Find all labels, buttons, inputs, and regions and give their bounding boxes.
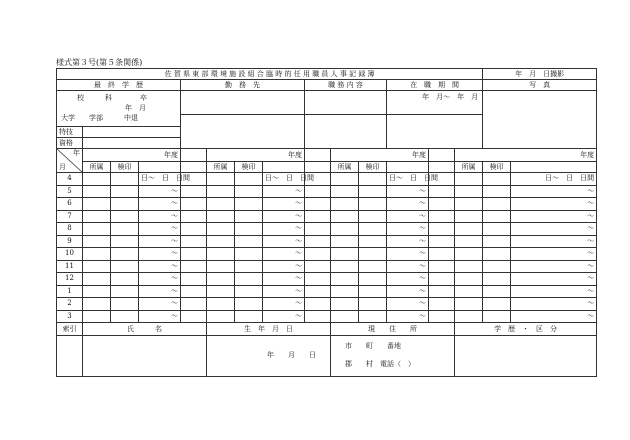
period-cell: 日～ 日 日間	[387, 173, 429, 186]
job-content-cell-1[interactable]	[305, 91, 387, 115]
department-cell[interactable]	[83, 185, 111, 198]
department-cell[interactable]	[331, 235, 359, 248]
spacer-cell	[305, 298, 331, 311]
seal-cell[interactable]	[111, 273, 139, 286]
department-cell[interactable]	[207, 248, 235, 261]
seal-cell[interactable]	[483, 210, 511, 223]
qualifications-label: 資格	[57, 138, 83, 149]
fiscal-year-2: 年度	[207, 149, 305, 162]
period-cell: ～	[511, 273, 597, 286]
skills-value[interactable]	[83, 127, 181, 138]
skills-label: 特技	[57, 127, 83, 138]
education-line-3: 大学 学部 中退	[61, 114, 138, 123]
period-cell: ～	[511, 310, 597, 323]
department-cell[interactable]	[455, 310, 483, 323]
department-cell[interactable]	[83, 210, 111, 223]
department-cell[interactable]	[83, 298, 111, 311]
period-cell: ～	[511, 210, 597, 223]
seal-cell[interactable]	[483, 185, 511, 198]
department-cell[interactable]	[455, 298, 483, 311]
period-cell: ～	[511, 223, 597, 236]
education-line-2: 年 月	[125, 103, 146, 112]
month-row	[57, 298, 597, 311]
department-cell[interactable]	[331, 298, 359, 311]
monthly-rows	[57, 173, 597, 323]
period-cell: ～	[387, 298, 429, 311]
department-cell[interactable]	[207, 173, 235, 186]
photo-area	[483, 91, 597, 149]
spacer-cell	[429, 273, 455, 286]
fiscal-year-4: 年度	[455, 149, 597, 162]
period-cell: ～	[139, 198, 181, 211]
workplace-header: 勤 務 先	[181, 80, 305, 91]
seal-cell[interactable]	[483, 248, 511, 261]
period-cell: ～	[511, 198, 597, 211]
seal-cell[interactable]	[359, 173, 387, 186]
period-cell: ～	[263, 273, 305, 286]
department-cell[interactable]	[331, 198, 359, 211]
department-cell[interactable]	[83, 285, 111, 298]
month-number: 10	[57, 248, 83, 261]
department-cell[interactable]	[83, 235, 111, 248]
department-cell[interactable]	[207, 285, 235, 298]
department-cell[interactable]	[455, 248, 483, 261]
period-cell: ～	[387, 235, 429, 248]
period-cell: ～	[263, 310, 305, 323]
period-cell: ～	[511, 260, 597, 273]
education-line-1: 校 科 卒	[77, 93, 147, 102]
address-label: 現 住 所	[331, 323, 455, 336]
corner-month-label: 月	[59, 163, 66, 171]
index-label: 索引	[57, 323, 83, 336]
department-cell[interactable]	[83, 248, 111, 261]
spacer-cell	[429, 285, 455, 298]
name-label: 氏 名	[83, 323, 207, 336]
seal-cell[interactable]	[359, 210, 387, 223]
seal-cell[interactable]	[235, 260, 263, 273]
period-cell: ～	[263, 235, 305, 248]
period-cell: ～	[139, 248, 181, 261]
seal-header-3: 検印	[359, 162, 387, 173]
spacer-cell	[429, 248, 455, 261]
spacer-cell	[429, 235, 455, 248]
period-cell: ～	[387, 198, 429, 211]
form-title: 様式第３号(第５条関係)	[56, 58, 143, 67]
seal-cell[interactable]	[111, 248, 139, 261]
month-number: 9	[57, 235, 83, 248]
spacer-cell	[181, 310, 207, 323]
seal-cell[interactable]	[359, 298, 387, 311]
period-cell: ～	[139, 210, 181, 223]
month-number: 6	[57, 198, 83, 211]
seal-cell[interactable]	[235, 273, 263, 286]
tenure-range: 年 月～ 年 月	[387, 91, 483, 115]
seal-cell[interactable]	[235, 248, 263, 261]
department-cell[interactable]	[331, 210, 359, 223]
register-title: 佐 賀 県 東 部 環 境 施 設 組 合 臨 時 的 任 用 職 員 人 事 記 録 簿	[57, 69, 483, 80]
seal-cell[interactable]	[111, 223, 139, 236]
seal-cell[interactable]	[359, 235, 387, 248]
spacer-cell	[181, 285, 207, 298]
period-cell: 日～ 日 日間	[511, 173, 597, 186]
department-cell[interactable]	[331, 248, 359, 261]
department-cell[interactable]	[331, 185, 359, 198]
spacer-cell	[181, 248, 207, 261]
spacer-cell	[181, 235, 207, 248]
period-cell: ～	[263, 285, 305, 298]
department-header-2: 所属	[207, 162, 235, 173]
seal-cell[interactable]	[235, 210, 263, 223]
period-cell: ～	[139, 235, 181, 248]
spacer-cell	[305, 248, 331, 261]
period-cell: ～	[511, 185, 597, 198]
month-number: 3	[57, 310, 83, 323]
department-header-3: 所属	[331, 162, 359, 173]
period-cell: ～	[263, 198, 305, 211]
department-cell[interactable]	[455, 198, 483, 211]
seal-cell[interactable]	[483, 198, 511, 211]
spacer-cell	[305, 273, 331, 286]
fiscal-year-3: 年度	[331, 149, 429, 162]
job-content-cell-2[interactable]	[305, 115, 387, 149]
spacer-cell	[429, 223, 455, 236]
seal-cell[interactable]	[235, 235, 263, 248]
spacer-cell	[181, 223, 207, 236]
job-content-header: 職 務 内 容	[305, 80, 387, 91]
period-cell: ～	[511, 235, 597, 248]
seal-cell[interactable]	[235, 285, 263, 298]
seal-cell[interactable]	[111, 173, 139, 186]
seal-cell[interactable]	[359, 185, 387, 198]
seal-cell[interactable]	[483, 223, 511, 236]
department-cell[interactable]	[455, 210, 483, 223]
name-value[interactable]	[83, 335, 207, 376]
seal-cell[interactable]	[359, 248, 387, 261]
education-class-value[interactable]	[455, 335, 597, 376]
period-cell: ～	[511, 298, 597, 311]
seal-cell[interactable]	[483, 310, 511, 323]
department-cell[interactable]	[207, 310, 235, 323]
month-row	[57, 223, 597, 236]
period-cell: ～	[387, 185, 429, 198]
year-month-corner	[57, 149, 83, 173]
period-cell: ～	[387, 285, 429, 298]
period-cell: ～	[263, 248, 305, 261]
department-header-4: 所属	[455, 162, 483, 173]
period-cell: ～	[387, 223, 429, 236]
department-cell[interactable]	[207, 223, 235, 236]
seal-cell[interactable]	[235, 185, 263, 198]
seal-header-2: 検印	[235, 162, 263, 173]
photo-header: 写 真	[483, 80, 597, 91]
seal-cell[interactable]	[235, 298, 263, 311]
period-cell: ～	[139, 185, 181, 198]
workplace-cell-1[interactable]	[181, 91, 305, 115]
spacer-cell	[181, 273, 207, 286]
spacer-cell	[305, 260, 331, 273]
spacer-cell	[181, 260, 207, 273]
education-cell	[57, 91, 181, 127]
department-cell[interactable]	[83, 173, 111, 186]
period-cell: 日～ 日 日間	[263, 173, 305, 186]
spacer-cell	[429, 185, 455, 198]
department-cell[interactable]	[207, 235, 235, 248]
seal-cell[interactable]	[359, 273, 387, 286]
seal-cell[interactable]	[111, 198, 139, 211]
period-cell: ～	[263, 260, 305, 273]
seal-cell[interactable]	[483, 260, 511, 273]
spacer-cell	[305, 235, 331, 248]
month-number: 5	[57, 185, 83, 198]
period-cell: ～	[387, 210, 429, 223]
period-cell: ～	[387, 260, 429, 273]
spacer-cell	[305, 185, 331, 198]
corner-year-label: 年	[73, 149, 80, 157]
spacer-cell	[305, 285, 331, 298]
department-cell[interactable]	[455, 260, 483, 273]
department-cell[interactable]	[455, 223, 483, 236]
department-cell[interactable]	[455, 185, 483, 198]
period-cell: 日～ 日 日間	[139, 173, 181, 186]
department-cell[interactable]	[331, 273, 359, 286]
spacer-cell	[429, 298, 455, 311]
month-row	[57, 248, 597, 261]
department-cell[interactable]	[331, 285, 359, 298]
month-number: 1	[57, 285, 83, 298]
month-row	[57, 210, 597, 223]
seal-cell[interactable]	[111, 185, 139, 198]
department-cell[interactable]	[207, 260, 235, 273]
period-cell: ～	[263, 223, 305, 236]
department-cell[interactable]	[455, 235, 483, 248]
month-row	[57, 260, 597, 273]
seal-cell[interactable]	[111, 285, 139, 298]
month-row	[57, 273, 597, 286]
index-value[interactable]	[57, 335, 83, 376]
seal-cell[interactable]	[483, 298, 511, 311]
period-cell: ～	[511, 248, 597, 261]
seal-cell[interactable]	[111, 235, 139, 248]
month-number: 8	[57, 223, 83, 236]
seal-cell[interactable]	[483, 285, 511, 298]
fiscal-year-1: 年度	[83, 149, 181, 162]
seal-header-1: 検印	[111, 162, 139, 173]
month-row	[57, 285, 597, 298]
department-cell[interactable]	[331, 260, 359, 273]
month-row	[57, 310, 597, 323]
period-cell: ～	[139, 223, 181, 236]
month-row	[57, 198, 597, 211]
month-row	[57, 235, 597, 248]
address-line-1: 市 町 番地	[345, 342, 401, 351]
period-cell: ～	[263, 298, 305, 311]
seal-cell[interactable]	[483, 273, 511, 286]
month-number: 7	[57, 210, 83, 223]
month-number: 4	[57, 173, 83, 186]
seal-cell[interactable]	[235, 173, 263, 186]
period-cell: ～	[139, 260, 181, 273]
month-row	[57, 185, 597, 198]
department-cell[interactable]	[83, 310, 111, 323]
seal-cell[interactable]	[235, 223, 263, 236]
department-cell[interactable]	[207, 185, 235, 198]
spacer-cell	[429, 310, 455, 323]
spacer-cell	[305, 310, 331, 323]
department-cell[interactable]	[207, 298, 235, 311]
seal-header-4: 検印	[483, 162, 511, 173]
address-line-2: 郡 村 電話（ ）	[345, 360, 415, 369]
spacer-cell	[305, 198, 331, 211]
period-cell: ～	[263, 185, 305, 198]
period-cell: ～	[387, 310, 429, 323]
department-cell[interactable]	[83, 273, 111, 286]
tenure-header: 在 職 期 間	[387, 80, 483, 91]
spacer-cell	[181, 298, 207, 311]
department-cell[interactable]	[331, 223, 359, 236]
month-row	[57, 173, 597, 186]
department-cell[interactable]	[207, 210, 235, 223]
period-cell: ～	[387, 273, 429, 286]
seal-cell[interactable]	[359, 198, 387, 211]
seal-cell[interactable]	[111, 210, 139, 223]
spacer-cell	[429, 198, 455, 211]
spacer-cell	[305, 223, 331, 236]
seal-cell[interactable]	[483, 235, 511, 248]
tenure-cell-2[interactable]	[387, 115, 483, 149]
birth-label: 生 年 月 日	[207, 323, 331, 336]
department-cell[interactable]	[455, 285, 483, 298]
month-number: 2	[57, 298, 83, 311]
month-number: 12	[57, 273, 83, 286]
period-cell: ～	[139, 310, 181, 323]
period-cell: ～	[387, 248, 429, 261]
education-class-label: 学 歴 ・ 区 分	[455, 323, 597, 336]
department-cell[interactable]	[331, 173, 359, 186]
spacer-cell	[181, 185, 207, 198]
department-cell[interactable]	[207, 198, 235, 211]
period-cell: ～	[139, 273, 181, 286]
department-cell[interactable]	[83, 260, 111, 273]
seal-cell[interactable]	[111, 298, 139, 311]
address-value	[331, 335, 455, 376]
department-cell[interactable]	[83, 198, 111, 211]
seal-cell[interactable]	[359, 260, 387, 273]
seal-cell[interactable]	[235, 310, 263, 323]
department-cell[interactable]	[455, 173, 483, 186]
period-cell: ～	[139, 298, 181, 311]
seal-cell[interactable]	[483, 173, 511, 186]
period-cell: ～	[139, 285, 181, 298]
seal-cell[interactable]	[235, 198, 263, 211]
seal-cell[interactable]	[111, 260, 139, 273]
spacer-cell	[305, 210, 331, 223]
period-cell: ～	[511, 285, 597, 298]
department-cell[interactable]	[207, 273, 235, 286]
spacer-cell	[181, 198, 207, 211]
workplace-cell-2[interactable]	[181, 115, 305, 149]
seal-cell[interactable]	[111, 310, 139, 323]
department-header-1: 所属	[83, 162, 111, 173]
spacer-cell	[429, 260, 455, 273]
seal-cell[interactable]	[359, 310, 387, 323]
department-cell[interactable]	[455, 273, 483, 286]
spacer-cell	[181, 210, 207, 223]
period-cell: ～	[263, 210, 305, 223]
birth-value: 年 月 日	[207, 335, 331, 376]
seal-cell[interactable]	[359, 285, 387, 298]
education-header: 最 終 学 歴	[57, 80, 181, 91]
spacer-cell	[429, 210, 455, 223]
photo-date-label: 年 月 日撮影	[483, 69, 597, 80]
department-cell[interactable]	[331, 310, 359, 323]
seal-cell[interactable]	[359, 223, 387, 236]
qualifications-value[interactable]	[83, 138, 181, 149]
personnel-record-table	[56, 68, 597, 377]
month-number: 11	[57, 260, 83, 273]
department-cell[interactable]	[83, 223, 111, 236]
